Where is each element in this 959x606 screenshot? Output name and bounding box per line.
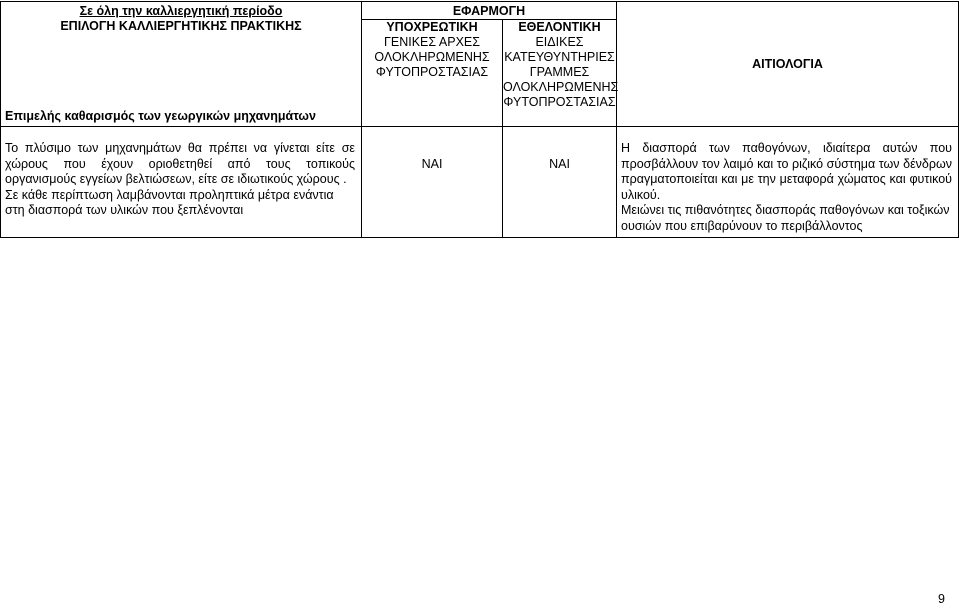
voluntary-header-cell [503, 20, 617, 127]
mandatory-header [362, 20, 502, 80]
mandatory-line-3: ΟΛΟΚΛΗΡΩΜΕΝΗΣ [374, 50, 490, 64]
application-label: ΕΦΑΡΜΟΓΗ [452, 4, 526, 18]
voluntary-line-5: ΟΛΟΚΛΗΡΩΜΕΝΗΣ [503, 80, 619, 94]
mandatory-value: ΝΑΙ [421, 157, 443, 171]
mandatory-header-cell [362, 20, 503, 127]
period-label: Σε όλη την καλλιεργητική περίοδο [79, 4, 283, 18]
mandatory-value-cell [362, 127, 503, 238]
reason-header-cell [617, 2, 959, 127]
voluntary-value: ΝΑΙ [549, 157, 570, 171]
reason-paragraph-2: Μειώνει τις πιθανότητες διασποράς παθογόνων και τοξικών ουσιών που επιβαρύνουν το περιβάλλοντος [621, 203, 950, 233]
mandatory-line-2: ΓΕΝΙΚΕΣ ΑΡΧΕΣ [384, 35, 480, 49]
page-number: 9 [938, 592, 945, 606]
practice-name: Επιμελής καθαρισμός των γεωργικών μηχανημάτων [5, 109, 316, 123]
voluntary-header [503, 20, 619, 110]
voluntary-line-6: ΦΥΤΟΠΡΟΣΤΑΣΙΑΣ [503, 95, 616, 109]
description-paragraph-1: Το πλύσιμο των μηχανημάτων θα πρέπει να γίνεται είτε σε χώρους που έχουν οριοθετηθεί από τους τοπικούς οργανισμούς εγγείων βελτιώσεων, είτε σε ιδιωτικούς χώρους . [5, 141, 355, 187]
mandatory-line-4: ΦΥΤΟΠΡΟΣΤΑΣΙΑΣ [375, 65, 489, 79]
description-paragraph-2: Σε κάθε περίπτωση λαμβάνονται προληπτικά μέτρα ενάντια στη διασπορά των υλικών που ξεπλένονται [5, 187, 334, 218]
practice-header-cell [1, 2, 362, 127]
reason-label: ΑΙΤΙΟΛΟΓΙΑ [752, 57, 823, 71]
description-cell [1, 127, 362, 238]
reason-cell [617, 127, 959, 238]
application-header-cell [362, 2, 617, 20]
voluntary-line-3: ΚΑΤΕΥΘΥΝΤΗΡΙΕΣ [504, 50, 615, 64]
voluntary-line-2: ΕΙΔΙΚΕΣ [535, 35, 584, 49]
select-practice-label: ΕΠΙΛΟΓΗ ΚΑΛΛΙΕΡΓΗΤΙΚΗΣ ΠΡΑΚΤΙΚΗΣ [60, 19, 302, 33]
voluntary-value-cell [503, 127, 617, 238]
reason-paragraph-1: Η διασπορά των παθογόνων, ιδιαίτερα αυτών που προσβάλλουν τον λαιμό και το ριζικό σύστημα των δένδρων πραγματοποιείται και με την μεταφορά χώματος και φυτικού υλικού. [621, 141, 952, 202]
voluntary-line-4: ΓΡΑΜΜΕΣ [529, 65, 590, 79]
mandatory-title: ΥΠΟΧΡΕΩΤΙΚΗ [386, 20, 478, 34]
practice-table [0, 1, 959, 238]
voluntary-title: ΕΘΕΛΟΝΤΙΚΗ [518, 20, 601, 34]
